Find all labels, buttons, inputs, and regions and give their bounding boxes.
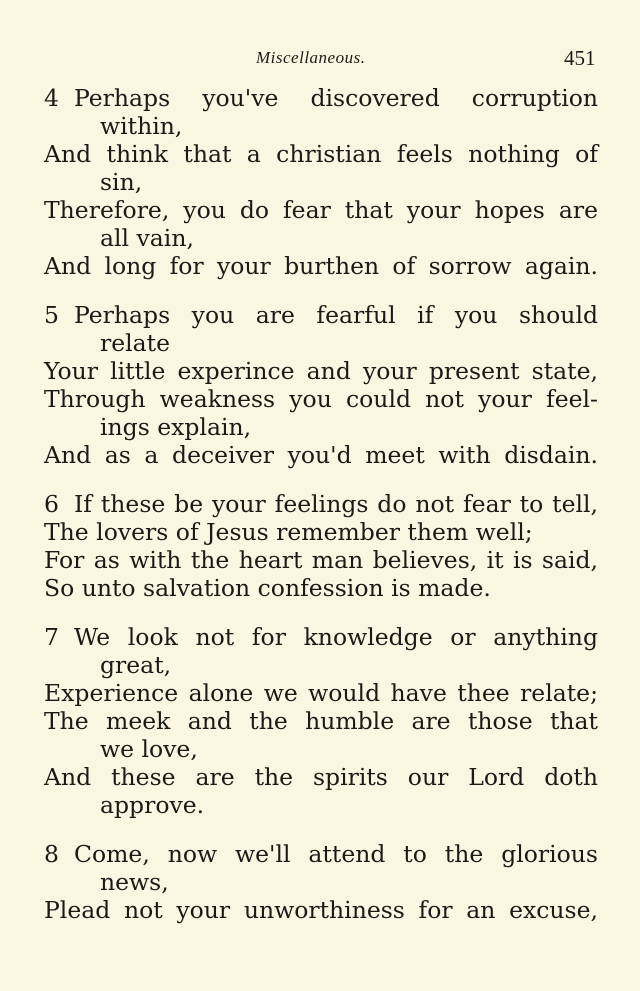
verse-line — [44, 84, 598, 112]
verse-line — [44, 840, 598, 868]
verse-text: If these be your feelings do not fear to tell, — [74, 490, 598, 518]
verse-line-continuation: all vain, — [100, 224, 194, 252]
stanza-4 — [44, 84, 598, 280]
verse-text: Perhaps you've discovered corruption — [74, 84, 598, 112]
stanza-7 — [44, 623, 598, 819]
verse-text: We look not for knowledge or anything — [74, 623, 598, 651]
stanza-6 — [44, 490, 598, 602]
verse-line: Therefore, you do fear that your hopes are — [44, 196, 598, 224]
verse-text: Perhaps you are fearful if you should — [74, 301, 598, 329]
verse-line — [44, 301, 598, 329]
verse-line: For as with the heart man believes, it is said, — [44, 546, 598, 574]
verse-line: Experience alone we would have thee relate; — [44, 679, 598, 707]
verse-line — [44, 623, 598, 651]
verse-line: And these are the spirits our Lord doth — [44, 763, 598, 791]
verse-line: The lovers of Jesus remember them well; — [44, 518, 533, 546]
verse-line: Through weakness you could not your feel- — [44, 385, 598, 413]
page-header — [0, 46, 640, 76]
stanza-5 — [44, 301, 598, 469]
stanza-number: 6 — [44, 490, 59, 518]
verse-line: And long for your burthen of sorrow again. — [44, 252, 598, 280]
verse-line-continuation: relate — [100, 329, 171, 357]
verse-line: And think that a christian feels nothing of — [44, 140, 598, 168]
page-number: 451 — [564, 46, 596, 70]
hymn-text — [44, 84, 598, 945]
verse-line-continuation: we love, — [100, 735, 198, 763]
stanza-number: 7 — [44, 623, 59, 651]
verse-line-continuation: ings explain, — [100, 413, 252, 441]
stanza-8 — [44, 840, 598, 924]
verse-line: And as a deceiver you'd meet with disdain. — [44, 441, 598, 469]
verse-line: The meek and the humble are those that — [44, 707, 598, 735]
verse-line: Your little experince and your present state, — [44, 357, 598, 385]
running-title: Miscellaneous. — [256, 48, 366, 67]
verse-line-continuation: within, — [100, 112, 183, 140]
verse-line-continuation: news, — [100, 868, 169, 896]
verse-text: Come, now we'll attend to the glorious — [74, 840, 598, 868]
verse-line: Plead not your unworthiness for an excuse, — [44, 896, 598, 924]
stanza-number: 5 — [44, 301, 59, 329]
stanza-number: 8 — [44, 840, 59, 868]
stanza-number: 4 — [44, 84, 59, 112]
verse-line: So unto salvation confession is made. — [44, 574, 491, 602]
verse-line-continuation: approve. — [100, 791, 205, 819]
verse-line-continuation: great, — [100, 651, 172, 679]
verse-line — [44, 490, 598, 518]
verse-line-continuation: sin, — [100, 168, 143, 196]
